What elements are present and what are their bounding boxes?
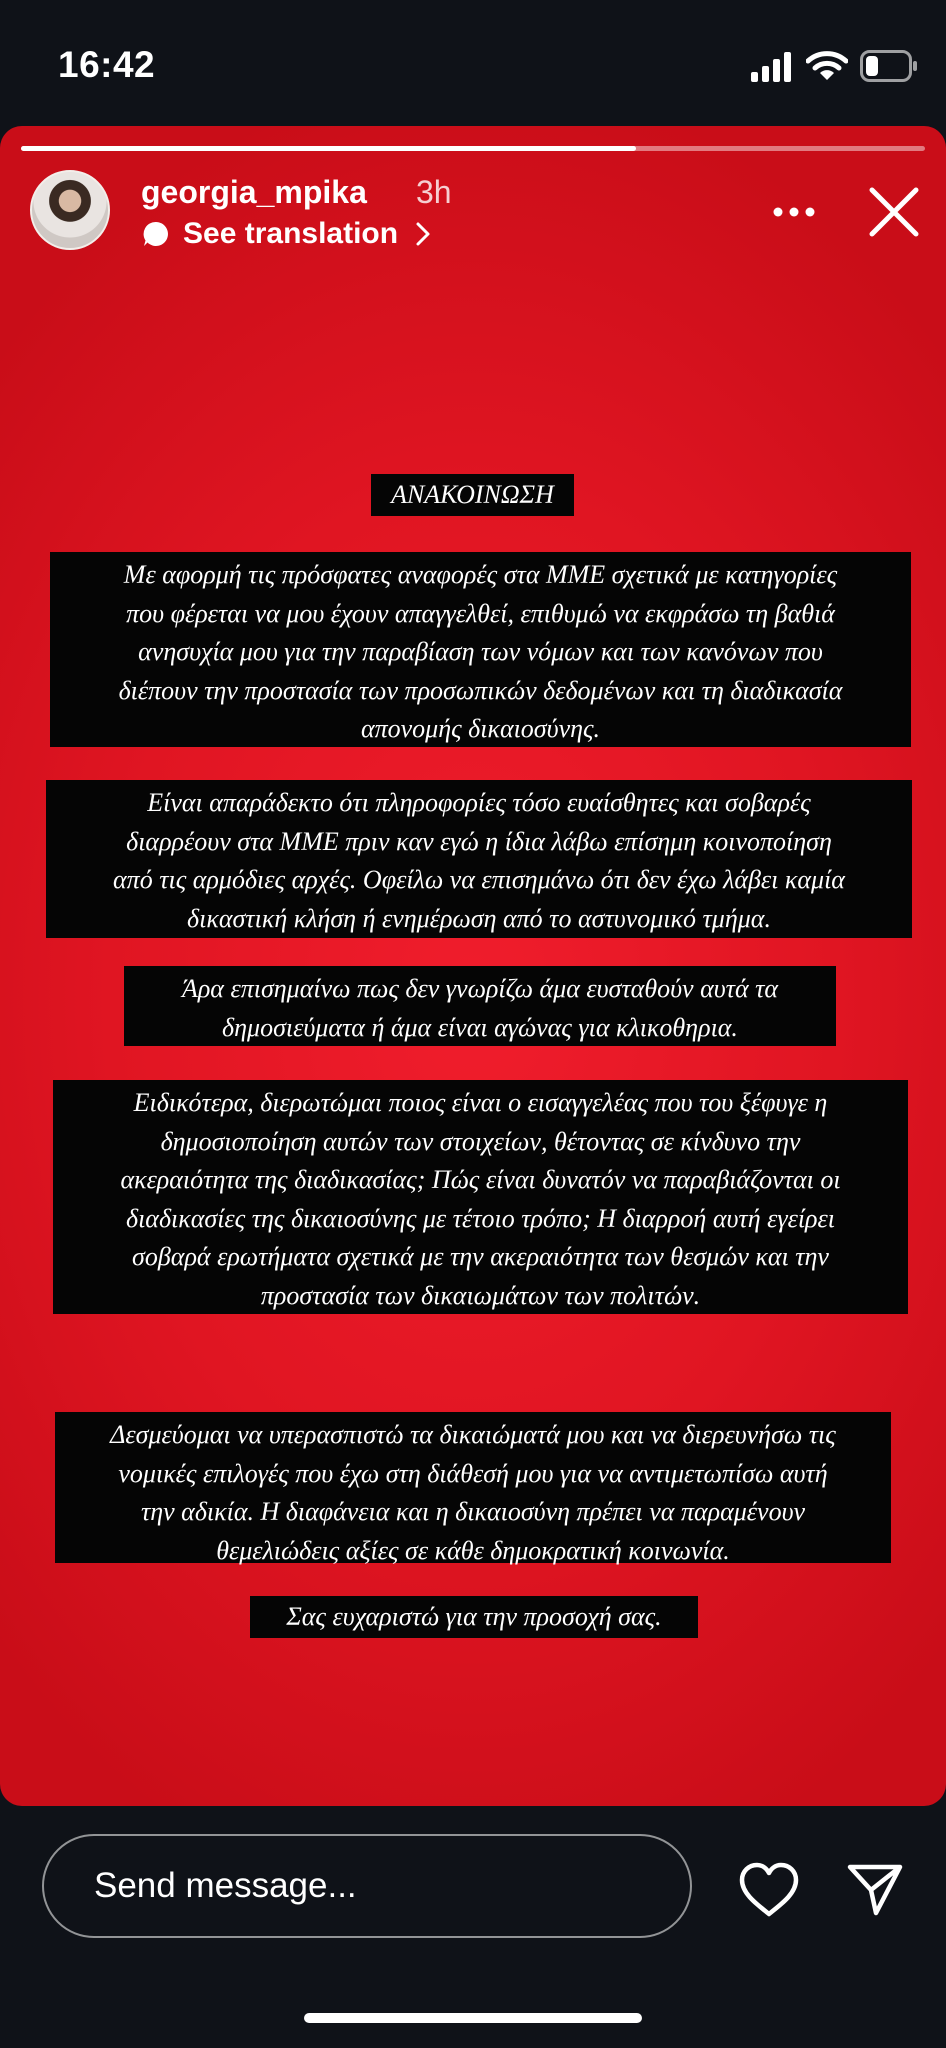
status-time: 16:42 <box>58 44 156 85</box>
story-progress-bar <box>21 146 925 151</box>
home-indicator <box>304 2013 642 2023</box>
announcement-paragraph-5: Δεσμεύομαι να υπερασπιστώ τα δικαιώματά μου και να διερευνήσω τις νομικές επιλογές που έχω στη διάθεσή μου για να αντιμετωπίσω αυτή την αδικία. Η διαφάνεια και η δικαιοσύνη πρέπει να παραμένουν θεμελιώδεις αξίες σε κάθε δημοκρατική κοινωνία. <box>55 1412 891 1563</box>
announcement-closing: Σας ευχαριστώ για την προσοχή σας. <box>250 1596 698 1638</box>
announcement-paragraph-3: Άρα επισημαίνω πως δεν γνωρίζω άμα ευσταθούν αυτά τα δημοσιεύματα ή άμα είναι αγώνας για κλικοθηρια. <box>124 966 836 1046</box>
announcement-paragraph-1: Με αφορμή τις πρόσφατες αναφορές στα ΜΜΕ σχετικά με κατηγορίες που φέρεται να μου έχουν απαγγελθεί, επιθυμώ να εκφράσω τη βαθιά ανησυχία μου για την παραβίαση των νόμων και των κανόνων που διέπουν την προστασία των προσωπικών δεδομένων και τη διαδικασία απονομής δικαιοσύνης. <box>50 552 911 747</box>
send-icon[interactable] <box>846 1860 904 1918</box>
close-icon[interactable] <box>866 184 922 240</box>
story-view[interactable] <box>0 126 946 1806</box>
heart-icon[interactable] <box>738 1862 800 1918</box>
wifi-icon <box>806 50 848 82</box>
send-message-input[interactable] <box>42 1834 692 1938</box>
battery-icon <box>860 50 918 82</box>
username[interactable]: georgia_mpika <box>141 174 367 210</box>
announcement-paragraph-4: Ειδικότερα, διερωτώμαι ποιος είναι ο εισαγγελέας που του ξέφυγε η δημοσιοποίηση αυτών των στοιχείων, θέτοντας σε κίνδυνο την ακεραιότητα της διαδικασίας; Πώς είναι δυνατόν να παραβιάζονται οι διαδικασίες της δικαιοσύνης με τέτοιο τρόπο; Η διαρροή αυτή εγείρει σοβαρά ερωτήματα σχετικά με την ακεραιότητα των θεσμών και την προστασία των δικαιωμάτων των πολιτών. <box>53 1080 908 1314</box>
see-translation-label: See translation <box>183 217 399 250</box>
story-progress-fill <box>21 146 636 151</box>
signal-icon <box>751 52 793 82</box>
see-translation-button[interactable] <box>141 214 432 254</box>
translate-icon <box>141 219 171 249</box>
announcement-title: ΑΝΑΚΟΙΝΩΣΗ <box>371 474 574 516</box>
more-options-icon[interactable] <box>772 206 816 218</box>
avatar[interactable] <box>30 170 110 250</box>
post-time: 3h <box>416 174 452 210</box>
announcement-paragraph-2: Είναι απαράδεκτο ότι πληροφορίες τόσο ευαίσθητες και σοβαρές διαρρέουν στα ΜΜΕ πριν καν εγώ η ίδια λάβω επίσημη κοινοποίηση από τις αρμόδιες αρχές. Οφείλω να επισημάνω ότι δεν έχω λάβει καμία δικαστική κλήση ή ενημέρωση από το αστυνομικό τμήμα. <box>46 780 912 938</box>
chevron-right-icon <box>414 221 432 247</box>
